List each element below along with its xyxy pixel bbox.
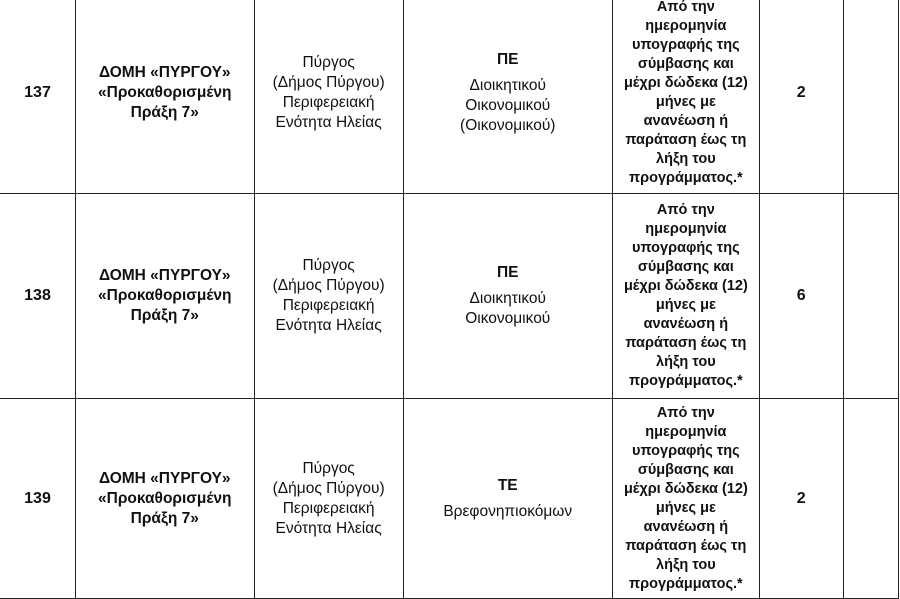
row-number-cell: 137 <box>0 0 76 194</box>
specialty-line: ΠΕ <box>496 264 519 281</box>
table-row <box>0 0 899 194</box>
structure-line: ΔΟΜΗ «ΠΥΡΓΟΥ» <box>98 267 231 284</box>
period-line: προγράμματος.* <box>629 575 743 592</box>
structure-line: Πράξη 7» <box>130 104 199 121</box>
period-line: ημερομηνία <box>645 423 727 440</box>
specialty-line: ΠΕ <box>496 51 519 68</box>
period-line: ανανέωση ή <box>643 316 729 332</box>
structure-line: «Προκαθορισμένη <box>98 489 232 507</box>
period-line: παράταση έως τη <box>625 132 747 148</box>
period-line: υπογραφής της <box>632 240 740 256</box>
specialty-line: (Οικονομικού) <box>460 117 556 134</box>
location-line: Περιφερειακή <box>282 94 375 111</box>
location-line: Πύργος <box>302 54 355 71</box>
period-line: σύμβασης και <box>637 56 734 72</box>
trailing-cell <box>843 194 898 399</box>
period-line: ημερομηνία <box>645 18 727 34</box>
location-cell <box>254 194 403 399</box>
period-line: ημερομηνία <box>645 221 727 237</box>
period-line: Από την <box>656 0 715 15</box>
structure-line: ΔΟΜΗ «ΠΥΡΓΟΥ» <box>98 64 231 81</box>
period-line: παράταση έως τη <box>625 335 747 351</box>
structure-line: Πράξη 7» <box>130 509 199 527</box>
location-line: Ενότητα Ηλείας <box>275 317 382 334</box>
period-line: λήξη του <box>656 556 716 573</box>
period-line: προγράμματος.* <box>629 373 743 389</box>
duration-cell <box>612 194 759 399</box>
specialty-line: Οικονομικού <box>465 97 551 114</box>
period-line: σύμβασης και <box>637 461 734 478</box>
period-line: υπογραφής της <box>632 37 740 53</box>
location-line: (Δήμος Πύργου) <box>272 277 385 294</box>
duration-cell <box>612 399 759 599</box>
location-cell <box>254 399 403 599</box>
duration-cell <box>612 0 759 194</box>
location-line: Πύργος <box>302 257 355 274</box>
period-line: ανανέωση ή <box>643 518 729 535</box>
table-row <box>0 194 899 399</box>
period-line: λήξη του <box>656 354 716 370</box>
positions-count-cell: 2 <box>759 0 843 194</box>
location-line: Ενότητα Ηλείας <box>275 519 382 537</box>
structure-line: ΔΟΜΗ «ΠΥΡΓΟΥ» <box>98 469 231 487</box>
specialty-line: Βρεφονηπιοκόμων <box>443 502 573 520</box>
period-line: μήνες με <box>655 297 716 313</box>
period-line: μέχρι δώδεκα (12) <box>623 278 748 294</box>
period-line: λήξη του <box>656 151 716 167</box>
period-line: Από την <box>656 202 715 218</box>
specialty-cell <box>403 0 612 194</box>
specialty-line: Διοικητικού <box>469 77 546 94</box>
structure-cell <box>76 194 254 399</box>
period-line: ανανέωση ή <box>643 113 729 129</box>
period-line: προγράμματος.* <box>629 170 743 186</box>
trailing-cell <box>843 399 898 599</box>
specialty-line: Διοικητικού <box>469 290 546 307</box>
period-line: μέχρι δώδεκα (12) <box>623 480 748 497</box>
period-line: μήνες με <box>655 94 716 110</box>
period-line: Από την <box>656 404 715 421</box>
specialty-cell <box>403 194 612 399</box>
location-cell <box>254 0 403 194</box>
location-line: Περιφερειακή <box>282 297 375 314</box>
location-line: (Δήμος Πύργου) <box>272 74 385 91</box>
positions-count-cell: 2 <box>759 399 843 599</box>
location-line: Πύργος <box>302 459 355 477</box>
structure-line: «Προκαθορισμένη <box>98 287 232 304</box>
period-line: υπογραφής της <box>632 442 740 459</box>
specialty-line: ΤΕ <box>497 476 518 494</box>
location-line: Ενότητα Ηλείας <box>275 114 382 131</box>
structure-cell <box>76 0 254 194</box>
row-number-cell: 138 <box>0 194 76 399</box>
structure-line: «Προκαθορισμένη <box>98 84 232 101</box>
structure-cell <box>76 399 254 599</box>
period-line: παράταση έως τη <box>625 537 747 554</box>
table-row <box>0 399 899 599</box>
period-line: μήνες με <box>655 499 716 516</box>
specialty-cell <box>403 399 612 599</box>
trailing-cell <box>843 0 898 194</box>
positions-count-cell: 6 <box>759 194 843 399</box>
row-number-cell: 139 <box>0 399 76 599</box>
location-line: Περιφερειακή <box>282 499 375 517</box>
structure-line: Πράξη 7» <box>130 307 199 324</box>
period-line: μέχρι δώδεκα (12) <box>623 75 748 91</box>
period-line: σύμβασης και <box>637 259 734 275</box>
specialty-line: Οικονομικού <box>465 310 551 327</box>
location-line: (Δήμος Πύργου) <box>272 479 385 497</box>
